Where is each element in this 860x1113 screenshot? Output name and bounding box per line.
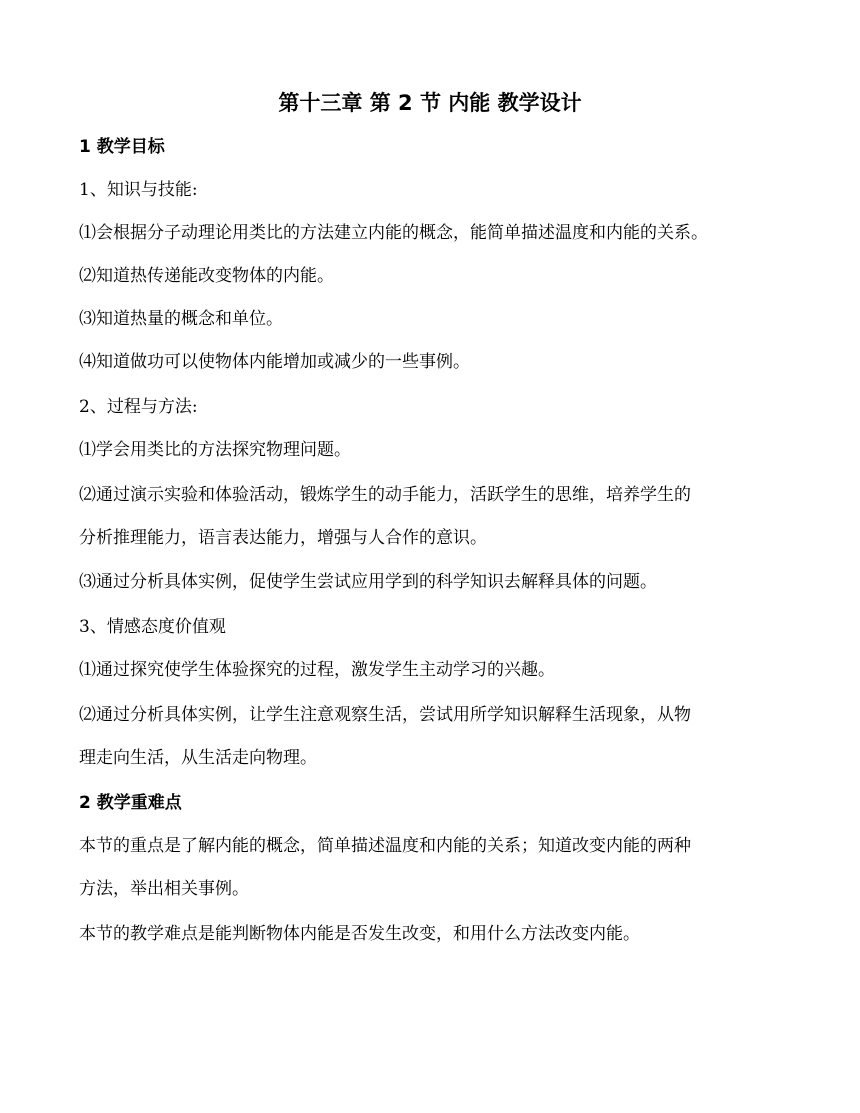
list-item: ⑴学会用类比的方法探究物理问题。	[79, 440, 351, 460]
list-item: ⑷知道做功可以使物体内能增加或减少的一些事例。	[79, 352, 470, 372]
paragraph-line: 本节的重点是了解内能的概念，简单描述温度和内能的关系；知道改变内能的两种	[79, 836, 691, 856]
document-title: 第十三章 第 2 节 内能 教学设计	[278, 91, 582, 115]
list-item: ⑴通过探究使学生体验探究的过程，激发学生主动学习的兴趣。	[79, 660, 555, 680]
list-item-continuation: 理走向生活，从生活走向物理。	[79, 748, 317, 768]
section-heading-objectives: 1 教学目标	[79, 137, 165, 157]
subsection-label-attitude: 3、情感态度价值观	[79, 617, 226, 637]
list-item: ⑶知道热量的概念和单位。	[79, 309, 283, 329]
section-heading-key-points: 2 教学重难点	[79, 793, 182, 813]
list-item: ⑶通过分析具体实例，促使学生尝试应用学到的科学知识去解释具体的问题。	[79, 572, 657, 592]
list-item: ⑵通过演示实验和体验活动，锻炼学生的动手能力，活跃学生的思维，培养学生的	[79, 485, 691, 505]
list-item: ⑴会根据分子动理论用类比的方法建立内能的概念，能简单描述温度和内能的关系。	[79, 223, 708, 243]
paragraph-line: 本节的教学难点是能判断物体内能是否发生改变，和用什么方法改变内能。	[79, 924, 640, 944]
list-item: ⑵知道热传递能改变物体的内能。	[79, 266, 334, 286]
paragraph-line: 方法，举出相关事例。	[79, 879, 249, 899]
subsection-label-process: 2、过程与方法:	[79, 397, 198, 417]
subsection-label-knowledge: 1、知识与技能:	[79, 180, 198, 200]
list-item: ⑵通过分析具体实例，让学生注意观察生活，尝试用所学知识解释生活现象，从物	[79, 705, 691, 725]
list-item-continuation: 分析推理能力，语言表达能力，增强与人合作的意识。	[79, 528, 487, 548]
